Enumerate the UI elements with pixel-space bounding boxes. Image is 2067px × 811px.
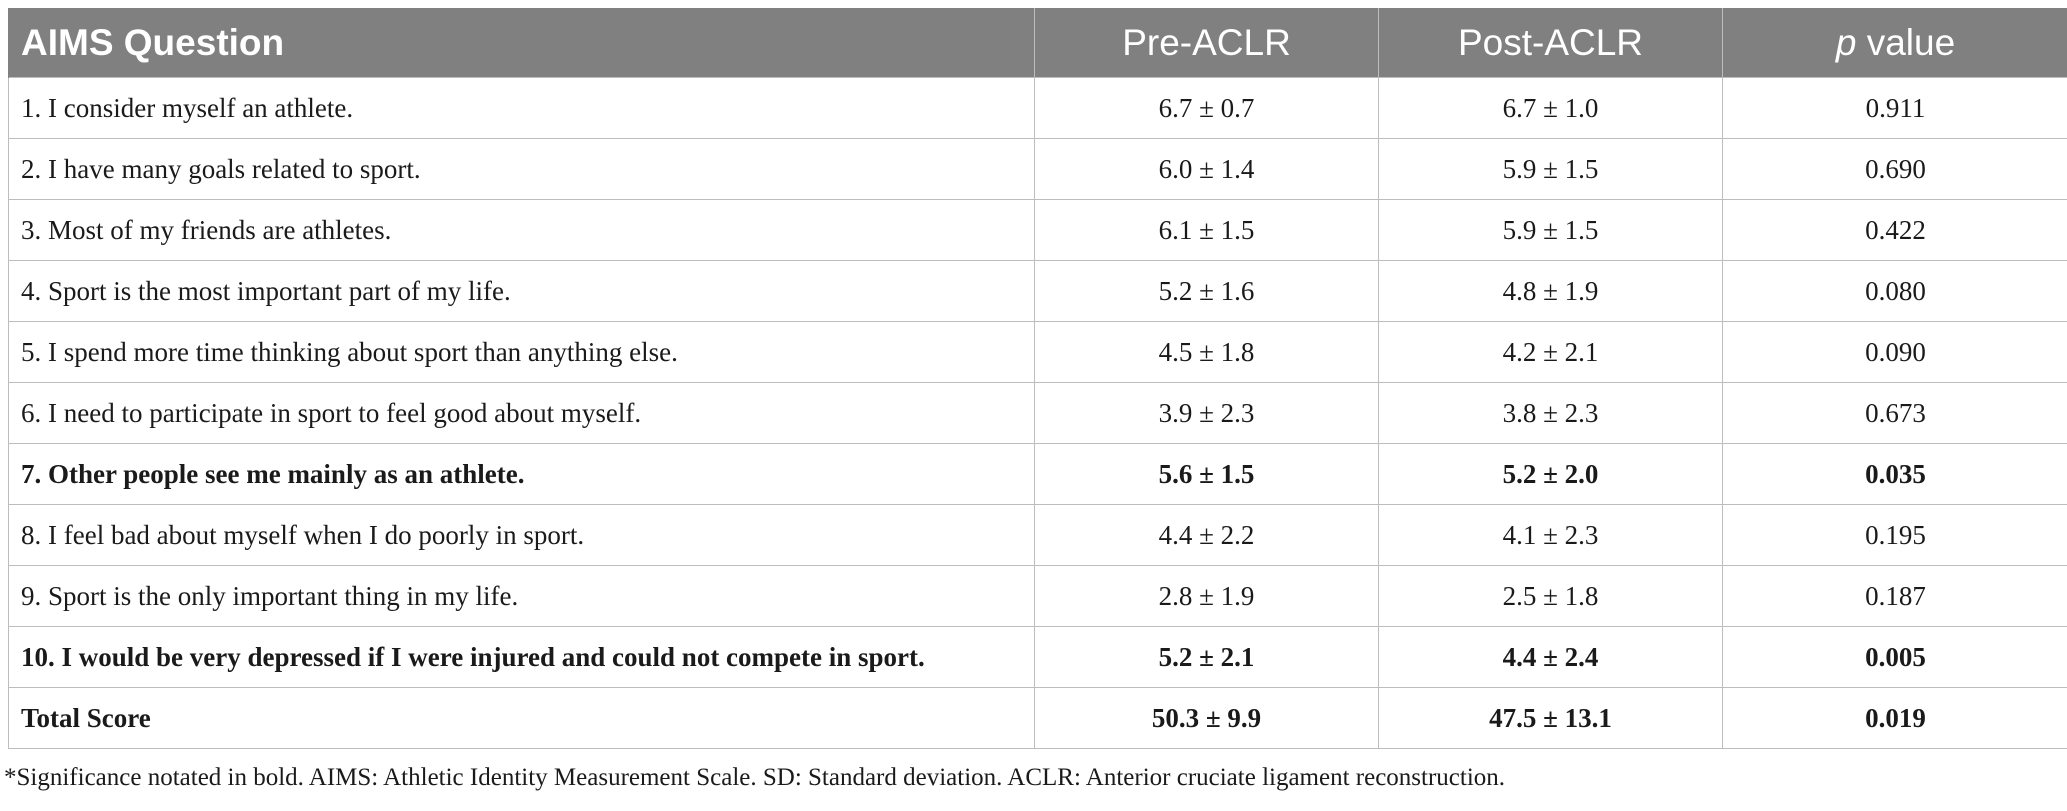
table-row	[9, 505, 2067, 566]
pre-aclr-cell: 6.7 ± 0.7	[1035, 78, 1379, 139]
table-row	[9, 383, 2067, 444]
post-aclr-cell: 4.4 ± 2.4	[1379, 627, 1723, 688]
p-value-cell: 0.690	[1723, 139, 2067, 200]
question-cell: 4. Sport is the most important part of my life.	[9, 261, 1035, 322]
pre-aclr-cell: 5.2 ± 1.6	[1035, 261, 1379, 322]
post-aclr-cell: 3.8 ± 2.3	[1379, 383, 1723, 444]
table-body	[9, 78, 2067, 749]
results-table-container	[8, 8, 2067, 749]
question-cell: 9. Sport is the only important thing in my life.	[9, 566, 1035, 627]
p-value-cell: 0.195	[1723, 505, 2067, 566]
post-aclr-cell: 6.7 ± 1.0	[1379, 78, 1723, 139]
pre-aclr-cell: 5.2 ± 2.1	[1035, 627, 1379, 688]
question-cell: 6. I need to participate in sport to feel good about myself.	[9, 383, 1035, 444]
pre-aclr-cell: 4.4 ± 2.2	[1035, 505, 1379, 566]
table-row	[9, 627, 2067, 688]
question-cell: 7. Other people see me mainly as an athlete.	[9, 444, 1035, 505]
table-row	[9, 566, 2067, 627]
p-value-cell: 0.005	[1723, 627, 2067, 688]
p-value-cell: 0.080	[1723, 261, 2067, 322]
question-cell: 2. I have many goals related to sport.	[9, 139, 1035, 200]
p-value-cell: 0.019	[1723, 688, 2067, 749]
header-p-italic: p	[1835, 22, 1857, 63]
pre-aclr-cell: 5.6 ± 1.5	[1035, 444, 1379, 505]
post-aclr-cell: 5.9 ± 1.5	[1379, 139, 1723, 200]
question-cell: 1. I consider myself an athlete.	[9, 78, 1035, 139]
pre-aclr-cell: 6.1 ± 1.5	[1035, 200, 1379, 261]
question-cell: 10. I would be very depressed if I were injured and could not compete in sport.	[9, 627, 1035, 688]
pre-aclr-cell: 6.0 ± 1.4	[1035, 139, 1379, 200]
p-value-cell: 0.035	[1723, 444, 2067, 505]
header-p-value	[1723, 9, 2067, 78]
post-aclr-cell: 47.5 ± 13.1	[1379, 688, 1723, 749]
question-cell: 3. Most of my friends are athletes.	[9, 200, 1035, 261]
table-row	[9, 261, 2067, 322]
aims-results-table	[8, 8, 2067, 749]
pre-aclr-cell: 4.5 ± 1.8	[1035, 322, 1379, 383]
header-p-rest: value	[1856, 22, 1956, 63]
post-aclr-cell: 4.8 ± 1.9	[1379, 261, 1723, 322]
post-aclr-cell: 5.2 ± 2.0	[1379, 444, 1723, 505]
p-value-cell: 0.911	[1723, 78, 2067, 139]
p-value-cell: 0.187	[1723, 566, 2067, 627]
post-aclr-cell: 2.5 ± 1.8	[1379, 566, 1723, 627]
table-row	[9, 200, 2067, 261]
question-cell: 8. I feel bad about myself when I do poorly in sport.	[9, 505, 1035, 566]
p-value-cell: 0.090	[1723, 322, 2067, 383]
table-footnote: *Significance notated in bold. AIMS: Athletic Identity Measurement Scale. SD: Standard deviation. ACLR: Anterior cruciate ligament reconstruction.	[4, 764, 1506, 791]
post-aclr-cell: 4.1 ± 2.3	[1379, 505, 1723, 566]
question-cell: 5. I spend more time thinking about sport than anything else.	[9, 322, 1035, 383]
pre-aclr-cell: 2.8 ± 1.9	[1035, 566, 1379, 627]
pre-aclr-cell: 3.9 ± 2.3	[1035, 383, 1379, 444]
post-aclr-cell: 4.2 ± 2.1	[1379, 322, 1723, 383]
p-value-cell: 0.422	[1723, 200, 2067, 261]
table-row	[9, 322, 2067, 383]
p-value-cell: 0.673	[1723, 383, 2067, 444]
table-row	[9, 78, 2067, 139]
table-row	[9, 139, 2067, 200]
header-pre-aclr: Pre-ACLR	[1035, 9, 1379, 78]
table-row	[9, 444, 2067, 505]
pre-aclr-cell: 50.3 ± 9.9	[1035, 688, 1379, 749]
post-aclr-cell: 5.9 ± 1.5	[1379, 200, 1723, 261]
header-post-aclr: Post-ACLR	[1379, 9, 1723, 78]
table-header-row	[9, 9, 2067, 78]
table-row	[9, 688, 2067, 749]
header-question: AIMS Question	[9, 9, 1035, 78]
question-cell: Total Score	[9, 688, 1035, 749]
